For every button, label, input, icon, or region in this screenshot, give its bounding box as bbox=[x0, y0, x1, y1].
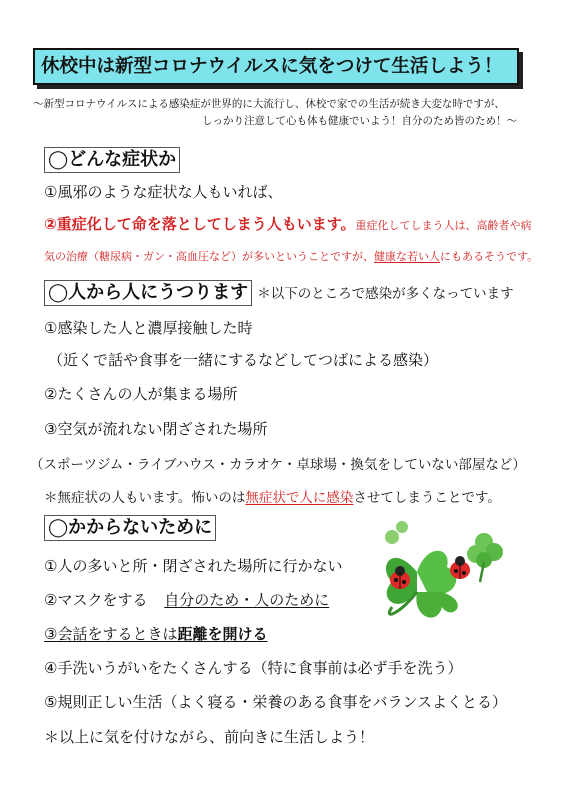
asymptomatic-warning bbox=[44, 488, 501, 508]
prevention-item-3 bbox=[44, 624, 267, 644]
transmission-item-1-detail: （近くで話や食事を一緒にするなどしてつばによる感染） bbox=[48, 351, 439, 369]
prevention-item-3-start: ③会話をするときは bbox=[44, 625, 178, 643]
symptom-note-text: 気の治療（糖尿病・ガン・高血圧など）が多いということですが、 bbox=[44, 250, 374, 263]
prevention-item-4: ④手洗いうがいをたくさんする（特に食事前は必ず手を洗う） bbox=[44, 659, 463, 677]
warning-end: させてしまうことです。 bbox=[353, 490, 501, 506]
prevention-item-5: ⑤規則正しい生活（よく寝る・栄養のある食事をバランスよくとる） bbox=[44, 693, 508, 711]
ladybug-right bbox=[450, 556, 470, 579]
section-heading-symptoms: ◯どんな症状か bbox=[44, 147, 180, 173]
symptom-item-2-main: ②重症化して命を落としてしまう人もいます。 bbox=[44, 215, 356, 233]
section-heading-prevention: ◯かからないために bbox=[44, 515, 216, 541]
prevention-item-3-bold: 距離を開ける bbox=[177, 625, 268, 643]
clover-bud bbox=[385, 530, 399, 544]
symptom-item-1: ①風邪のような症状な人もいれば、 bbox=[44, 183, 283, 201]
section-heading-row-transmission bbox=[44, 280, 514, 306]
prevention-item-1: ①人の多いと所・閉ざされた場所に行かない bbox=[44, 557, 343, 575]
intro-line-2: しっかり注意して心も体も健康でいよう！自分のため皆のため！〜 bbox=[202, 115, 517, 127]
symptom-note-underlined: 健康な若い人 bbox=[374, 250, 440, 263]
transmission-item-2: ②たくさんの人が集まる場所 bbox=[44, 385, 238, 403]
warning-highlight: 無症状で人に感染 bbox=[245, 490, 354, 506]
page-title: 休校中は新型コロナウイルスに気をつけて生活しよう！ bbox=[33, 48, 519, 85]
transmission-item-1: ①感染した人と濃厚接触した時 bbox=[44, 319, 253, 337]
symptom-note-line bbox=[44, 249, 538, 264]
transmission-item-3-detail: （スポーツジム・ライブハウス・カラオケ・卓球場・換気をしていない部屋など） bbox=[30, 457, 526, 473]
transmission-item-3: ③空気が流れない閉ざされた場所 bbox=[44, 420, 268, 438]
closing-message: ＊以上に気を付けながら、前向きに生活しよう！ bbox=[44, 728, 375, 746]
clover-small bbox=[467, 533, 503, 582]
clover-bud bbox=[396, 521, 408, 533]
section-heading-transmission: ◯人から人にうつります bbox=[44, 280, 252, 306]
warning-start: ＊無症状の人もいます。怖いのは bbox=[44, 490, 246, 506]
prevention-item-2 bbox=[44, 590, 329, 610]
symptom-item-2 bbox=[44, 214, 532, 234]
intro-line-1: 〜新型コロナウイルスによる感染症が世界的に大流行し、休校で家での生活が続き大変な時ですが、 bbox=[33, 98, 505, 110]
prevention-item-2-main: ②マスクをする bbox=[44, 591, 148, 609]
transmission-heading-note: ＊以下のところで感染が多くなっています bbox=[257, 286, 514, 302]
symptom-item-2-note: 重症化してしまう人は、高齢者や病 bbox=[355, 219, 532, 232]
clover-ladybug-icon bbox=[372, 512, 507, 637]
prevention-item-2-underlined: 自分のため・人のために bbox=[164, 591, 330, 609]
symptom-note-end: にもあるそうです。 bbox=[440, 250, 539, 263]
